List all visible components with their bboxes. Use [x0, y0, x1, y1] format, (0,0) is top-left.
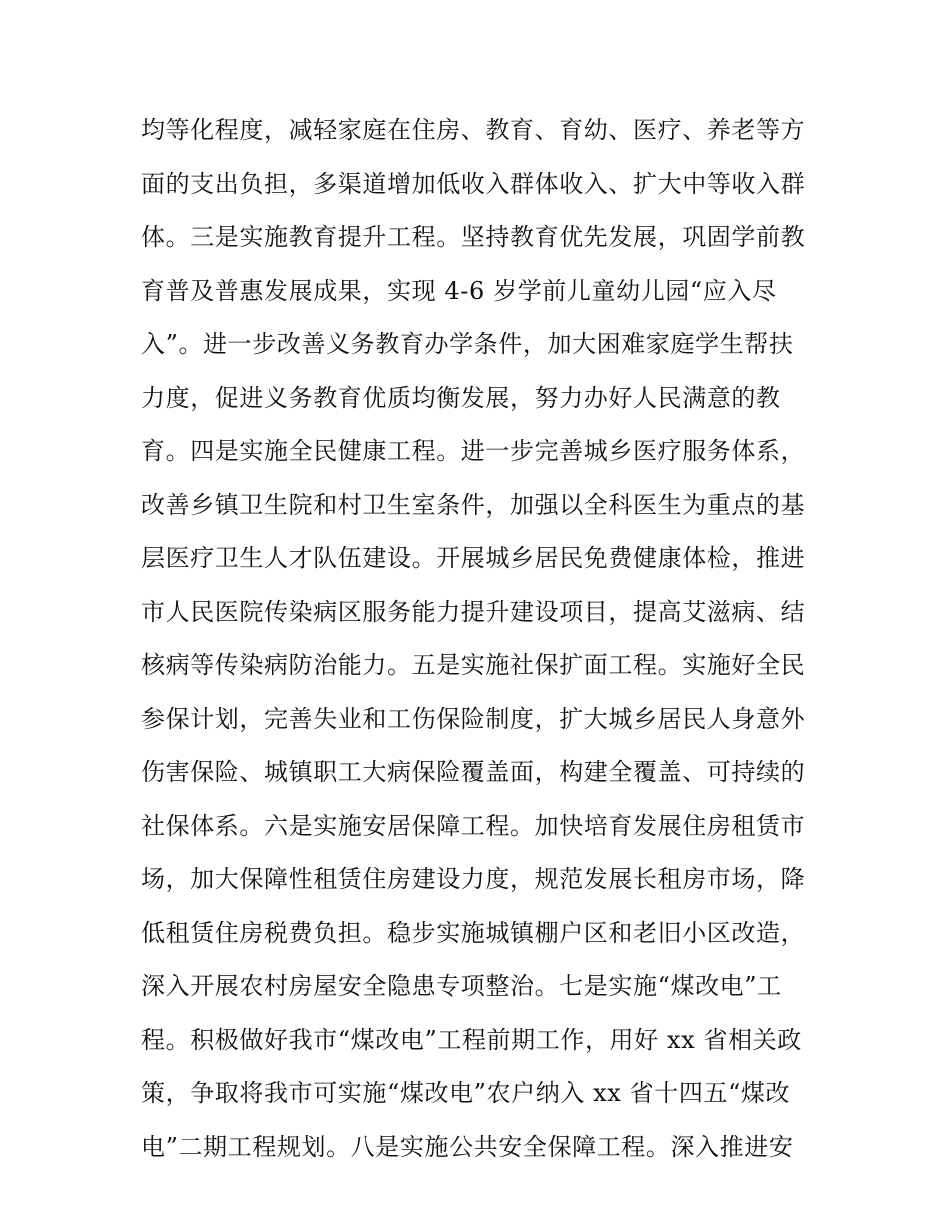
text-line: 育普及普惠发展成果，实现 4-6 岁学前儿童幼儿园“应入尽 — [141, 276, 777, 305]
text-line: 电”二期工程规划。八是实施公共安全保障工程。深入推进安 — [141, 1132, 794, 1161]
text-line: 体。三是实施教育提升工程。坚持教育优先发展，巩固学前教 — [141, 223, 806, 251]
text-line: 入”。进一步改善义务教育办学条件，加大困难家庭学生帮扶 — [141, 330, 794, 358]
text-line: 伤害保险、城镇职工大病保险覆盖面，构建全覆盖、可持续的 — [141, 758, 806, 786]
text-line: 层医疗卫生人才队伍建设。开展城乡居民免费健康体检，推进 — [141, 544, 806, 572]
text-line: 市人民医院传染病区服务能力提升建设项目，提高艾滋病、结 — [141, 597, 806, 626]
text-line: 核病等传染病防治能力。五是实施社保扩面工程。实施好全民 — [141, 651, 806, 679]
text-line: 深入开展农村房屋安全隐患专项整治。七是实施“煤改电”工 — [141, 972, 782, 1000]
text-line: 策，争取将我市可实施“煤改电”农户纳入 xx 省十四五“煤改 — [141, 1079, 791, 1107]
text-line: 社保体系。六是实施安居保障工程。加快培育发展住房租赁市 — [141, 811, 806, 840]
text-line: 改善乡镇卫生院和村卫生室条件，加强以全科医生为重点的基 — [141, 490, 806, 519]
text-line: 均等化程度，减轻家庭在住房、教育、育幼、医疗、养老等方 — [141, 116, 806, 144]
text-line: 力度，促进义务教育优质均衡发展，努力办好人民满意的教 — [141, 383, 781, 412]
text-line: 育。四是实施全民健康工程。进一步完善城乡医疗服务体系， — [141, 437, 806, 465]
text-line: 程。积极做好我市“煤改电”工程前期工作，用好 xx 省相关政 — [141, 1025, 802, 1054]
body-paragraph — [141, 104, 821, 1174]
text-line: 参保计划，完善失业和工伤保险制度，扩大城乡居民人身意外 — [141, 704, 806, 733]
text-line: 面的支出负担，多渠道增加低收入群体收入、扩大中等收入群 — [141, 169, 806, 198]
text-line: 场，加大保障性租赁住房建设力度，规范发展长租房市场，降 — [141, 865, 806, 893]
text-line: 低租赁住房税费负担。稳步实施城镇棚户区和老旧小区改造， — [141, 918, 806, 947]
